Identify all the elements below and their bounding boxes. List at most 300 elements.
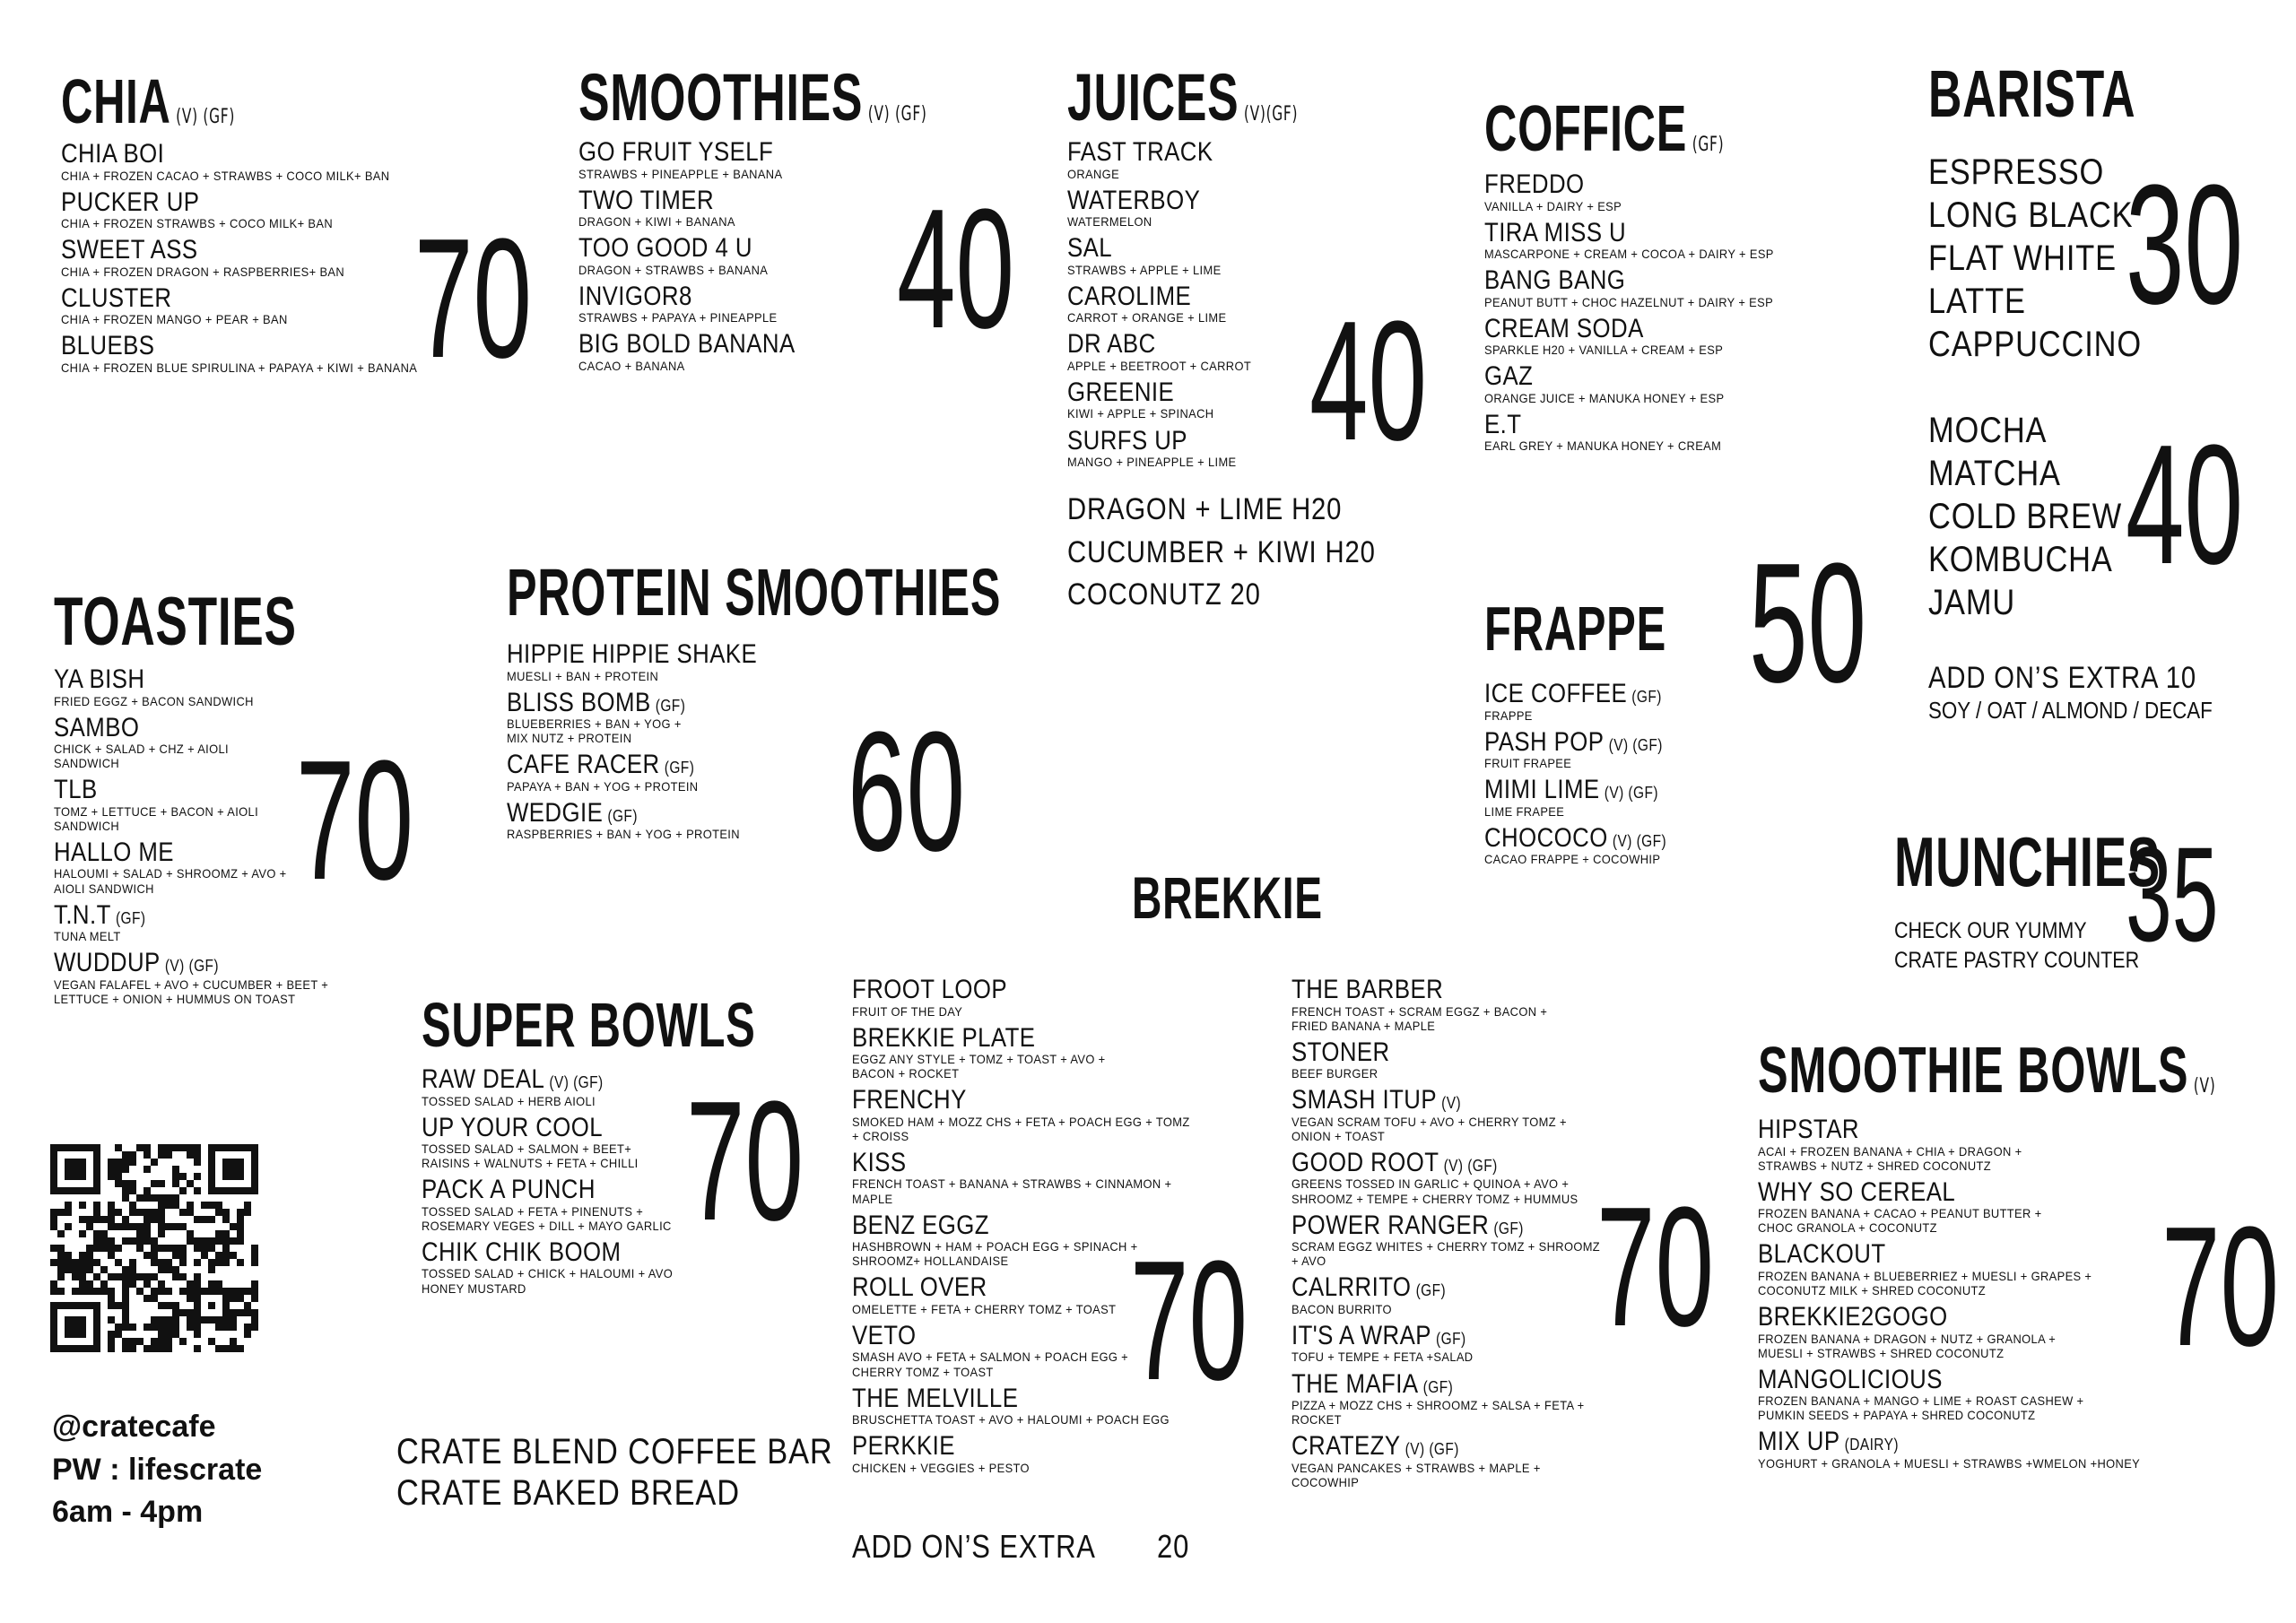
menu-item-description: SCRAM EGGZ WHITES + CHERRY TOMZ + SHROOMZ + AVO <box>1292 1239 1601 1269</box>
menu-item-title: FAST TRACK <box>1067 137 1213 167</box>
menu-item-description: FROZEN BANANA + DRAGON + NUTZ + GRANOLA + MUESLI + STRAWBS + SHRED COCONUTZ <box>1758 1331 2057 1360</box>
menu-item-title: THE BARBER <box>1292 975 1444 1004</box>
menu-item-tag: (GF) <box>1631 688 1662 706</box>
menu-item-description: CHIA + FROZEN MANGO + PEAR + BAN <box>61 312 288 327</box>
menu-item-title: T.N.T <box>54 899 111 930</box>
menu-item-description: SPARKLE H20 + VANILLA + CREAM + ESP <box>1484 343 1724 358</box>
munchies-line-1: CHECK OUR YUMMY <box>1894 918 2087 943</box>
menu-item-title: VETO <box>852 1320 917 1350</box>
menu-item-tag: (V) <box>1441 1094 1462 1113</box>
menu-item-description: CACAO FRAPPE + COCOWHIP <box>1484 852 1661 867</box>
menu-item-title: PERKKIE <box>852 1431 955 1462</box>
menu-item-description: ACAI + FROZEN BANANA + CHIA + DRAGON + STRAWBS + NUTZ + SHRED COCONUTZ <box>1758 1143 2022 1173</box>
menu-item-description: BLUEBERRIES + BAN + YOG + MIX NUTZ + PROTEIN <box>507 716 682 746</box>
menu-item-title: BREKKIE PLATE <box>852 1022 1036 1053</box>
menu-item-title: CHOCOCO <box>1484 822 1608 853</box>
menu-item <box>54 665 377 708</box>
protein-title: PROTEIN SMOOTHIES <box>507 555 1002 629</box>
menu-item-title: TWO TIMER <box>578 185 715 215</box>
menu-item-name <box>852 1024 1176 1053</box>
menu-item-title: PASH POP <box>1484 726 1605 757</box>
menu-item-name <box>1292 1322 1585 1350</box>
menu-item-description: FRIED EGGZ + BACON SANDWICH <box>54 693 254 708</box>
menu-item-tag: (GF) <box>1493 1219 1524 1237</box>
menu-item-title: GO FRUIT YSELF <box>578 137 774 167</box>
menu-item-name <box>852 1432 1176 1461</box>
menu-item-tag: (V) (GF) <box>1604 784 1658 803</box>
chia-tag: (V) (GF) <box>176 106 236 128</box>
brekkie-addon <box>852 1524 1211 1569</box>
menu-item <box>1292 1322 1632 1365</box>
smoothiebowls-price: 70 <box>2161 1192 2280 1382</box>
smoothiebowls-title: SMOOTHIE BOWLS (V) <box>1758 1035 2216 1107</box>
menu-item <box>852 1432 1229 1475</box>
menu-item-name <box>852 1086 1176 1115</box>
menu-item-title: PACK A PUNCH <box>422 1175 596 1205</box>
menu-item <box>852 1149 1229 1206</box>
menu-item-name <box>852 1273 1176 1302</box>
menu-item-title: BLACKOUT <box>1758 1239 1886 1270</box>
menu-item-description: CACAO + BANANA <box>578 358 685 373</box>
menu-item-description: RASPBERRIES + BAN + YOG + PROTEIN <box>507 827 740 842</box>
menu-item <box>1484 680 1879 723</box>
menu-item <box>54 949 377 1006</box>
barista-mocha: MOCHA <box>1928 411 2048 450</box>
menu-item-name <box>1758 1115 2128 1144</box>
protein-price: 60 <box>848 697 966 887</box>
superbowls-title: SUPER BOWLS <box>422 990 756 1060</box>
menu-item-name <box>1484 824 1823 853</box>
menu-item-title: ICE COFFEE <box>1484 679 1628 708</box>
menu-item-description: FRUIT OF THE DAY <box>852 1003 963 1019</box>
qr-code-graphic <box>50 1144 258 1352</box>
menu-item-description: APPLE + BEETROOT + CARROT <box>1067 358 1252 373</box>
menu-item-title: CLUSTER <box>61 282 172 313</box>
menu-item-name <box>1292 1370 1585 1399</box>
menu-item-title: FREDDO <box>1484 169 1585 199</box>
menu-item-title: THE MELVILLE <box>852 1383 1019 1413</box>
menu-item-description: LIME FRAPEE <box>1484 803 1565 819</box>
chia-title: CHIA (V) (GF) <box>61 66 236 136</box>
menu-item-title: TIRA MISS U <box>1484 217 1627 247</box>
menu-item-title: HIPSTAR <box>1758 1115 1859 1144</box>
menu-item-name <box>578 138 934 167</box>
menu-item <box>1484 728 1879 771</box>
menu-item <box>1484 219 1879 262</box>
menu-item-name <box>1292 1086 1585 1115</box>
menu-item <box>1484 776 1879 819</box>
menu-item-description: FROZEN BANANA + BLUEBERRIEZ + MUESLI + GRAPES + COCONUTZ MILK + SHRED COCONUTZ <box>1758 1268 2092 1298</box>
menu-item-description: GREENS TOSSED IN GARLIC + QUINOA + AVO + SHROOMZ + TEMPE + CHERRY TOMZ + HUMMUS <box>1292 1176 1578 1206</box>
menu-item-name <box>852 976 1176 1004</box>
menu-item-tag: (V) (GF) <box>1443 1156 1498 1175</box>
barista-cold-brew: COLD BREW <box>1928 497 2123 536</box>
menu-item-description: YOGHURT + GRANOLA + MUESLI + STRAWBS +WMELON +HONEY <box>1758 1455 2141 1471</box>
juices-tag: (V)(GF) <box>1243 103 1299 126</box>
menu-item-title: SWEET ASS <box>61 235 198 265</box>
menu-item-title: INVIGOR8 <box>578 281 692 311</box>
menu-item-name <box>578 282 934 311</box>
brekkie-addon-price: 20 <box>1157 1528 1190 1565</box>
menu-item-name <box>852 1322 1176 1350</box>
menu-item-title: UP YOUR COOL <box>422 1112 604 1142</box>
menu-item-description: MANGO + PINEAPPLE + LIME <box>1067 455 1237 470</box>
juices-price: 40 <box>1309 286 1428 476</box>
brekkie-two-items <box>1292 976 1632 1489</box>
menu-item-description: CHIA + FROZEN DRAGON + RASPBERRIES+ BAN <box>61 264 345 279</box>
menu-item-title: TOO GOOD 4 U <box>578 233 752 264</box>
menu-item-title: FRENCHY <box>852 1085 967 1115</box>
menu-item-tag: (V) (GF) <box>164 957 220 976</box>
menu-item <box>1292 1432 1632 1489</box>
coffee-bar-line: CRATE BLEND COFFEE BAR <box>396 1432 833 1471</box>
menu-item-name <box>1292 1432 1585 1461</box>
frappe-section <box>1484 594 1879 867</box>
menu-item <box>1758 1240 2188 1298</box>
menu-item-description: MASCARPONE + CREAM + COCOA + DAIRY + ESP <box>1484 247 1774 262</box>
menu-item-title: IT'S A WRAP <box>1292 1320 1431 1350</box>
menu-item-title: SURFS UP <box>1067 425 1187 456</box>
menu-item-title: BREKKIE2GOGO <box>1758 1302 1948 1332</box>
menu-item-description: HALOUMI + SALAD + SHROOMZ + AVO + AIOLI SANDWICH <box>54 866 287 896</box>
brekkie-section-two <box>1292 970 1632 1489</box>
menu-item-name <box>1292 976 1585 1004</box>
menu-item-name <box>1484 411 1823 439</box>
menu-item-name <box>1292 1211 1585 1240</box>
menu-item <box>1758 1428 2188 1471</box>
menu-item-name <box>852 1149 1176 1177</box>
menu-item-description: CHIA + FROZEN CACAO + STRAWBS + COCO MILK+ BAN <box>61 168 390 183</box>
brekkie-title: BREKKIE <box>1132 864 1323 931</box>
juices-extras <box>1067 489 1444 617</box>
menu-item <box>1292 1086 1632 1143</box>
menu-item-tag: (GF) <box>115 908 146 927</box>
menu-item-title: CHIK CHIK BOOM <box>422 1237 622 1267</box>
menu-item-name <box>1292 1273 1585 1302</box>
menu-item-description: ORANGE <box>1067 166 1120 181</box>
menu-item-name <box>1484 728 1823 757</box>
menu-item-description: WATERMELON <box>1067 214 1152 230</box>
menu-item-description: MUESLI + BAN + PROTEIN <box>507 668 659 683</box>
menu-item-title: MIX UP <box>1758 1427 1840 1457</box>
menu-item <box>1292 1370 1632 1428</box>
menu-item-tag: (GF) <box>664 759 695 777</box>
menu-item-name <box>61 284 462 313</box>
menu-item-description: TOSSED SALAD + CHICK + HALOUMI + AVO HONEY MUSTARD <box>422 1266 674 1296</box>
barista-kombucha: KOMBUCHA <box>1928 540 2113 579</box>
barista-cappuccino: CAPPUCCINO <box>1928 325 2142 364</box>
menu-item-title: BIG BOLD BANANA <box>578 329 796 360</box>
menu-item-title: PUCKER UP <box>61 187 200 217</box>
barista-jamu: JAMU <box>1928 583 2016 622</box>
menu-item-title: ROLL OVER <box>852 1272 987 1303</box>
menu-item-title: GOOD ROOT <box>1292 1147 1439 1177</box>
menu-item <box>1292 1273 1632 1316</box>
menu-item <box>1484 170 1879 213</box>
menu-item-name <box>1067 187 1391 215</box>
menu-item-description: DRAGON + STRAWBS + BANANA <box>578 262 769 277</box>
barista-price-one: 30 <box>2126 150 2244 340</box>
opening-hours: 6am - 4pm <box>52 1495 204 1530</box>
menu-item-description: BRUSCHETTA TOAST + AVO + HALOUMI + POACH EGG <box>852 1412 1170 1428</box>
juice-extra-coconutz: COCONUTZ 20 <box>1067 577 1261 612</box>
toasties-title: TOASTIES <box>54 584 297 660</box>
menu-item-name <box>61 332 462 360</box>
menu-item-name <box>54 714 332 742</box>
menu-item-name <box>1067 138 1391 167</box>
menu-item-description: CHICKEN + VEGGIES + PESTO <box>852 1460 1030 1475</box>
menu-item-name <box>1758 1366 2128 1394</box>
menu-item-description: EGGZ ANY STYLE + TOMZ + TOAST + AVO + BACON + ROCKET <box>852 1052 1106 1081</box>
barista-latte: LATTE <box>1928 282 2026 321</box>
menu-item-name <box>1484 266 1823 295</box>
menu-item-tag: (DAIRY) <box>1844 1436 1899 1454</box>
menu-item-title: THE MAFIA <box>1292 1368 1419 1399</box>
menu-item-title: SMASH ITUP <box>1292 1085 1437 1115</box>
menu-item <box>852 976 1229 1019</box>
menu-item-name <box>54 776 332 804</box>
baked-bread-line: CRATE BAKED BREAD <box>396 1473 740 1513</box>
menu-item-name <box>1758 1428 2128 1456</box>
menu-item-description: BACON BURRITO <box>1292 1301 1392 1316</box>
menu-item-title: KISS <box>852 1147 907 1177</box>
menu-item-description: TOSSED SALAD + FETA + PINENUTS + ROSEMARY VEGES + DILL + MAYO GARLIC <box>422 1203 672 1233</box>
menu-item-description: TOSSED SALAD + SALMON + BEET+ RAISINS + WALNUTS + FETA + CHILLI <box>422 1141 639 1171</box>
menu-item-description: PEANUT BUTT + CHOC HAZELNUT + DAIRY + ESP <box>1484 294 1774 309</box>
coffice-title: COFFICE (GF) <box>1484 93 1725 165</box>
menu-item-description: FROZEN BANANA + CACAO + PEANUT BUTTER + CHOC GRANOLA + COCONUTZ <box>1758 1206 2042 1236</box>
menu-item-description: STRAWBS + PAPAYA + PINEAPPLE <box>578 310 778 325</box>
qr-code-icon[interactable] <box>50 1144 258 1352</box>
smoothies-price: 40 <box>897 174 1015 364</box>
menu-item-title: WHY SO CEREAL <box>1758 1176 1956 1207</box>
menu-item-title: WEDGIE <box>507 797 604 828</box>
menu-item <box>852 1024 1229 1081</box>
menu-item-name <box>578 187 934 215</box>
instagram-handle[interactable]: @cratecafe <box>52 1410 216 1444</box>
wifi-password: PW : lifescrate <box>52 1452 263 1487</box>
menu-item <box>1292 1038 1632 1081</box>
brekkie-two-price: 70 <box>1596 1172 1715 1362</box>
menu-item-description: VEGAN PANCAKES + STRAWBS + MAPLE + COCOWHIP <box>1292 1460 1541 1489</box>
menu-item-description: TUNA MELT <box>54 929 121 944</box>
menu-item <box>1758 1178 2188 1236</box>
munchies-line-2: CRATE PASTRY COUNTER <box>1894 947 2140 973</box>
menu-item-description: FRUIT FRAPEE <box>1484 756 1572 771</box>
barista-title: BARISTA <box>1928 56 2136 131</box>
menu-item-description: PAPAYA + BAN + YOG + PROTEIN <box>507 778 699 794</box>
menu-item-name <box>1758 1178 2128 1207</box>
menu-item-title: FROOT LOOP <box>852 975 1007 1004</box>
menu-item-description: FRENCH TOAST + SCRAM EGGZ + BACON + FRIED BANANA + MAPLE <box>1292 1003 1548 1033</box>
menu-item-tag: (V) (GF) <box>1612 831 1667 850</box>
menu-item-description: SMASH AVO + FETA + SALMON + POACH EGG + CHERRY TOMZ + TOAST <box>852 1350 1129 1379</box>
menu-item-title: BANG BANG <box>1484 265 1626 296</box>
menu-item-title: BLISS BOMB <box>507 687 651 717</box>
menu-item-name <box>1067 234 1391 263</box>
brekkie-addon-label: ADD ON’S EXTRA <box>852 1528 1096 1565</box>
menu-item-tag: (GF) <box>1422 1377 1454 1396</box>
menu-item-name <box>1292 1038 1585 1067</box>
menu-item-title: CALRRITO <box>1292 1272 1412 1303</box>
menu-item-title: CAFE RACER <box>507 750 660 780</box>
menu-item <box>507 640 919 683</box>
menu-item <box>1067 187 1444 230</box>
menu-item-name <box>54 838 332 867</box>
menu-item-tag: (V) (GF) <box>1608 735 1663 754</box>
menu-item-title: DR ABC <box>1067 329 1156 360</box>
juice-extra-dragon: DRAGON + LIME H20 <box>1067 492 1343 527</box>
coffice-price: 50 <box>1749 528 1867 718</box>
barista-matcha: MATCHA <box>1928 454 2061 493</box>
chia-price: 70 <box>414 204 533 394</box>
juices-title: JUICES (V)(GF) <box>1067 60 1299 135</box>
coffice-section <box>1484 93 1879 454</box>
frappe-items <box>1484 680 1879 866</box>
menu-item <box>1484 824 1879 867</box>
menu-item <box>1484 411 1879 454</box>
menu-item-title: GAZ <box>1484 361 1534 392</box>
menu-item-title: CAROLIME <box>1067 281 1192 311</box>
menu-item-name <box>507 640 862 669</box>
menu-item-title: HIPPIE HIPPIE SHAKE <box>507 639 758 669</box>
menu-item-name <box>1484 315 1823 343</box>
menu-item-description: SMOKED HAM + MOZZ CHS + FETA + POACH EGG + TOMZ + CROISS <box>852 1114 1190 1143</box>
menu-item-name <box>852 1384 1176 1413</box>
menu-item-description: CHIA + FROZEN BLUE SPIRULINA + PAPAYA + KIWI + BANANA <box>61 360 418 375</box>
menu-item-description: CHIA + FROZEN STRAWBS + COCO MILK+ BAN <box>61 216 334 231</box>
superbowls-footer <box>396 1431 904 1514</box>
coffice-items <box>1484 170 1879 454</box>
menu-item-name <box>507 689 862 717</box>
menu-item-title: YA BISH <box>54 664 145 694</box>
smoothies-title: SMOOTHIES (V) (GF) <box>578 60 927 135</box>
menu-item-title: WATERBOY <box>1067 185 1201 215</box>
menu-item <box>1758 1115 2188 1173</box>
menu-item-tag: (GF) <box>655 696 686 715</box>
menu-item-title: MIMI LIME <box>1484 775 1600 805</box>
barista-flat-white: FLAT WHITE <box>1928 239 2117 278</box>
munchies-lines <box>1894 916 2163 975</box>
munchies-title: MUNCHIES <box>1894 822 2161 901</box>
menu-item-description: ORANGE JUICE + MANUKA HONEY + ESP <box>1484 390 1725 405</box>
menu-item <box>1484 315 1879 358</box>
menu-item-name <box>61 236 462 265</box>
menu-item-title: WUDDUP <box>54 948 161 978</box>
menu-item-description: STRAWBS + APPLE + LIME <box>1067 262 1222 277</box>
menu-item-name <box>61 140 462 169</box>
menu-item-description: OMELETTE + FETA + CHERRY TOMZ + TOAST <box>852 1301 1117 1316</box>
menu-item-description: FRENCH TOAST + BANANA + STRAWBS + CINNAMON + MAPLE <box>852 1176 1172 1206</box>
menu-item-description: PIZZA + MOZZ CHS + SHROOMZ + SALSA + FETA + ROCKET <box>1292 1398 1585 1428</box>
menu-item-name <box>1484 219 1823 247</box>
menu-item-title: MANGOLICIOUS <box>1758 1364 1943 1394</box>
menu-item-tag: (V) (GF) <box>1405 1440 1459 1459</box>
menu-item-name <box>1292 1149 1585 1177</box>
contact-block <box>52 1406 262 1534</box>
menu-item-name <box>54 665 332 694</box>
barista-espresso: ESPRESSO <box>1928 152 2105 192</box>
menu-item-name <box>1484 776 1823 804</box>
menu-item-title: RAW DEAL <box>422 1064 545 1094</box>
menu-item-title: BENZ EGGZ <box>852 1210 989 1240</box>
menu-item-description: EARL GREY + MANUKA HONEY + CREAM <box>1484 438 1722 454</box>
superbowls-price: 70 <box>686 1066 804 1256</box>
menu-item-name <box>578 234 934 263</box>
menu-item-title: POWER RANGER <box>1292 1210 1490 1240</box>
menu-item <box>1758 1303 2188 1360</box>
menu-item <box>1067 138 1444 181</box>
menu-item <box>1292 1211 1632 1269</box>
menu-item <box>1484 266 1879 309</box>
menu-item-description: CARROT + ORANGE + LIME <box>1067 310 1227 325</box>
munchies-section <box>1894 822 2163 975</box>
menu-item <box>1292 1149 1632 1206</box>
coffice-tag: (GF) <box>1692 134 1725 156</box>
menu-item <box>1292 976 1632 1033</box>
smoothies-tag: (V) (GF) <box>867 103 927 126</box>
menu-item <box>852 1086 1229 1143</box>
menu-item-title: SAL <box>1067 233 1113 264</box>
menu-item <box>1484 362 1879 405</box>
menu-item-name <box>61 188 462 217</box>
menu-item-description: VEGAN SCRAM TOFU + AVO + CHERRY TOMZ + ONION + TOAST <box>1292 1114 1567 1143</box>
barista-long-black: LONG BLACK <box>1928 195 2134 235</box>
menu-item-name <box>578 330 934 359</box>
menu-item-name <box>1758 1303 2128 1332</box>
frappe-title: FRAPPE <box>1484 594 1666 664</box>
menu-item-title: CRATEZY <box>1292 1431 1401 1462</box>
menu-item-description: TOSSED SALAD + HERB AIOLI <box>422 1093 596 1108</box>
menu-item-tag: (GF) <box>607 806 638 825</box>
menu-item-name <box>54 949 332 977</box>
menu-item-name <box>507 799 862 828</box>
menu-item-title: SAMBO <box>54 712 140 742</box>
menu-item-tag: (V) (GF) <box>549 1073 604 1091</box>
menu-item-title: GREENIE <box>1067 377 1175 407</box>
smoothiebowls-items <box>1758 1115 2188 1471</box>
menu-item-title: E.T <box>1484 409 1522 439</box>
menu-item-description: TOMZ + LETTUCE + BACON + AIOLI SANDWICH <box>54 803 259 833</box>
menu-item-description: DRAGON + KIWI + BANANA <box>578 214 735 230</box>
menu-item-tag: (GF) <box>1415 1281 1447 1300</box>
brekkie-price: 70 <box>1130 1226 1248 1416</box>
menu-item-description: CHICK + SALAD + CHZ + AIOLI SANDWICH <box>54 742 229 771</box>
menu-item-title: HALLO ME <box>54 837 174 867</box>
menu-item-name <box>1758 1240 2128 1269</box>
menu-item-title: BLUEBS <box>61 331 155 361</box>
menu-item-title: CHIA BOI <box>61 139 165 169</box>
menu-item-name <box>852 1211 1176 1240</box>
menu-item-tag: (GF) <box>1436 1329 1466 1348</box>
menu-item-description: FROZEN BANANA + MANGO + LIME + ROAST CASHEW + PUMKIN SEEDS + PAPAYA + SHRED COCONUTZ <box>1758 1393 2084 1423</box>
menu-item <box>1067 234 1444 277</box>
menu-item-title: CREAM SODA <box>1484 313 1644 343</box>
juice-extra-cucumber: CUCUMBER + KIWI H20 <box>1067 534 1376 569</box>
menu-item <box>1758 1366 2188 1423</box>
menu-item-description: KIWI + APPLE + SPINACH <box>1067 406 1214 421</box>
menu-item-name <box>507 751 862 779</box>
menu-item-title: TLB <box>54 775 98 805</box>
menu-item-name <box>1484 680 1823 708</box>
barista-price-two: 40 <box>2126 410 2244 600</box>
menu-item-name <box>1484 170 1823 199</box>
munchies-price: 35 <box>2126 819 2219 969</box>
menu-item-description: TOFU + TEMPE + FETA +SALAD <box>1292 1350 1474 1365</box>
smoothiebowls-tag: (V) <box>2193 1075 2216 1098</box>
menu-item-description: BEEF BURGER <box>1292 1066 1378 1081</box>
barista-addon-title: ADD ON’S EXTRA 10 <box>1928 661 2196 695</box>
